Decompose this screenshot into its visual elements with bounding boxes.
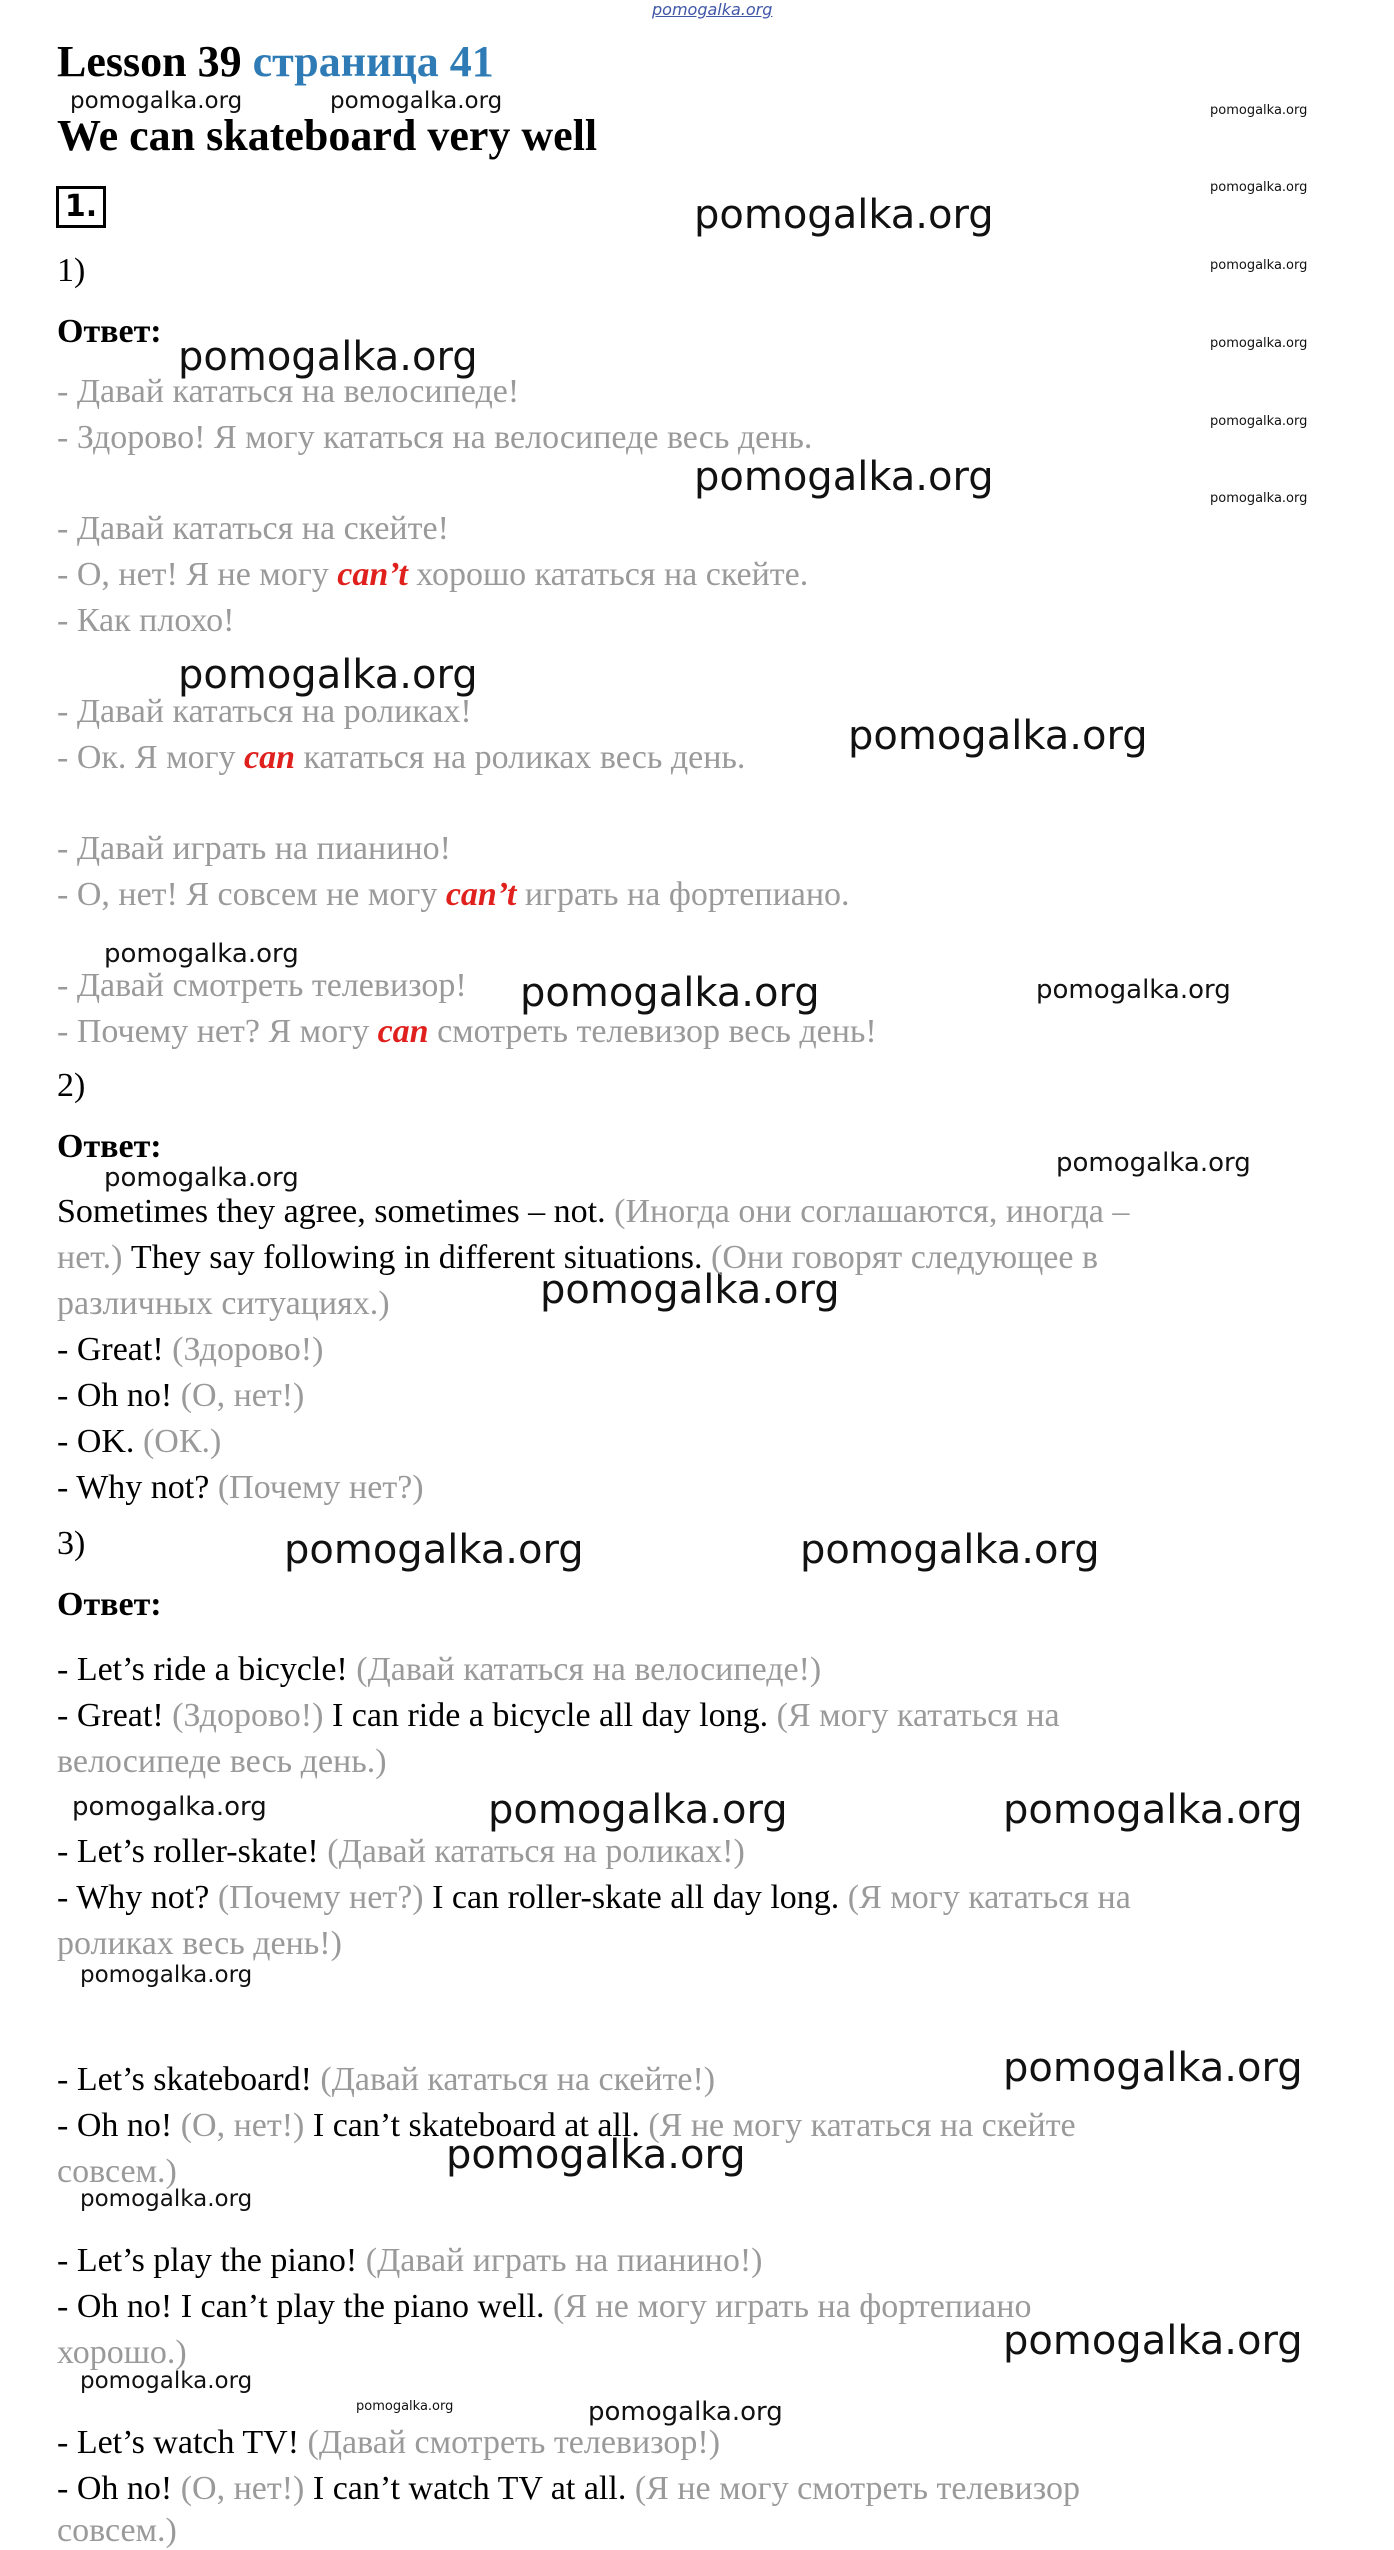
dialog-line: - Давай кататься на скейте!: [57, 510, 449, 547]
dialog-line: - Почему нет? Я могу can смотреть телевизор весь день!: [57, 1013, 877, 1050]
watermark: pomogalka.org: [178, 334, 478, 380]
watermark: pomogalka.org: [1056, 1148, 1251, 1178]
dialog-line: - Давай играть на пианино!: [57, 830, 451, 867]
dialog-line: - Здорово! Я могу кататься на велосипеде весь день.: [57, 419, 813, 456]
answer-label: Ответ:: [57, 313, 162, 350]
intro-line: различных ситуациях.): [57, 1285, 390, 1322]
watermark: pomogalka.org: [356, 2399, 454, 2414]
watermark: pomogalka.org: [80, 1962, 253, 1988]
watermark: pomogalka.org: [848, 713, 1148, 759]
dialog-line: - Oh no! I can’t play the piano well. (Я не могу играть на фортепиано: [57, 2288, 1032, 2325]
dialog-line: совсем.): [57, 2153, 177, 2190]
dialog-line: - Давай кататься на велосипеде!: [57, 373, 520, 410]
dialog-line: - Why not? (Почему нет?) I can roller-skate all day long. (Я могу кататься на: [57, 1879, 1131, 1916]
page-number: страница 41: [252, 37, 494, 86]
section-number: 1): [57, 252, 86, 289]
dialog-line: велосипеде весь день.): [57, 1743, 387, 1780]
watermark: pomogalka.org: [694, 454, 994, 500]
watermark: pomogalka.org: [72, 1792, 267, 1822]
dialog-line: роликах весь день!): [57, 1925, 342, 1962]
watermark: pomogalka.org: [1210, 336, 1308, 351]
dialog-line: - Давай смотреть телевизор!: [57, 967, 467, 1004]
watermark: pomogalka.org: [80, 2186, 253, 2212]
watermark: pomogalka.org: [70, 88, 243, 114]
intro-line: нет.) They say following in different situations. (Они говорят следующее в: [57, 1239, 1099, 1276]
phrase-line: - Great! (Здорово!): [57, 1331, 324, 1368]
watermark: pomogalka.org: [178, 652, 478, 698]
watermark: pomogalka.org: [1003, 1787, 1303, 1833]
watermark: pomogalka.org: [694, 192, 994, 238]
dialog-line: - Let’s play the piano! (Давай играть на пианино!): [57, 2242, 763, 2279]
watermark: pomogalka.org: [330, 88, 503, 114]
watermark: pomogalka.org: [488, 1787, 788, 1833]
watermark-top[interactable]: pomogalka.org: [652, 0, 773, 19]
watermark: pomogalka.org: [80, 2368, 253, 2394]
dialog-line: - Great! (Здорово!) I can ride a bicycle all day long. (Я могу кататься на: [57, 1697, 1060, 1734]
watermark: pomogalka.org: [104, 939, 299, 969]
dialog-line: - О, нет! Я совсем не могу can’t играть на фортепиано.: [57, 876, 850, 913]
watermark: pomogalka.org: [446, 2132, 746, 2178]
watermark: pomogalka.org: [520, 970, 820, 1016]
watermark: pomogalka.org: [1036, 975, 1231, 1005]
section-number: 2): [57, 1067, 86, 1104]
dialog-line: - Как плохо!: [57, 602, 235, 639]
watermark: pomogalka.org: [104, 1163, 299, 1193]
dialog-line: - Oh no! (О, нет!) I can’t watch TV at all. (Я не могу смотреть телевизор: [57, 2470, 1080, 2507]
dialog-line: - Oh no! (О, нет!) I can’t skateboard at all. (Я не могу кататься на скейте: [57, 2107, 1076, 2144]
exercise-number-box: 1.: [56, 186, 106, 228]
watermark: pomogalka.org: [540, 1267, 840, 1313]
dialog-line: хорошо.): [57, 2334, 187, 2371]
watermark: pomogalka.org: [1210, 414, 1308, 429]
dialog-line: - Ок. Я могу can кататься на роликах весь день.: [57, 739, 746, 776]
watermark: pomogalka.org: [588, 2397, 783, 2427]
watermark: pomogalka.org: [1003, 2318, 1303, 2364]
dialog-line: - Let’s watch TV! (Давай смотреть телевизор!): [57, 2424, 721, 2461]
dialog-line: - Let’s roller-skate! (Давай кататься на роликах!): [57, 1833, 745, 1870]
section-number: 3): [57, 1525, 86, 1562]
dialog-line: - Let’s skateboard! (Давай кататься на скейте!): [57, 2061, 716, 2098]
lesson-subtitle: We can skateboard very well: [57, 111, 598, 160]
watermark: pomogalka.org: [1003, 2045, 1303, 2091]
watermark: pomogalka.org: [1210, 491, 1308, 506]
phrase-line: - Oh no! (О, нет!): [57, 1377, 305, 1414]
phrase-line: - OK. (ОК.): [57, 1423, 222, 1460]
watermark: pomogalka.org: [1210, 258, 1308, 273]
watermark: pomogalka.org: [1210, 103, 1308, 118]
watermark: pomogalka.org: [800, 1527, 1100, 1573]
page-title: [57, 36, 494, 87]
dialog-line: - О, нет! Я не могу can’t хорошо кататься на скейте.: [57, 556, 809, 593]
answer-label: Ответ:: [57, 1586, 162, 1623]
watermark: pomogalka.org: [284, 1527, 584, 1573]
dialog-line: совсем.): [57, 2512, 177, 2549]
answer-label: Ответ:: [57, 1128, 162, 1165]
watermark: pomogalka.org: [1210, 180, 1308, 195]
dialog-line: - Давай кататься на роликах!: [57, 693, 472, 730]
phrase-line: - Why not? (Почему нет?): [57, 1469, 424, 1506]
intro-line: Sometimes they agree, sometimes – not. (Иногда они соглашаются, иногда –: [57, 1193, 1130, 1230]
dialog-line: - Let’s ride a bicycle! (Давай кататься на велосипеде!): [57, 1651, 822, 1688]
lesson-label: Lesson 39: [57, 37, 242, 86]
